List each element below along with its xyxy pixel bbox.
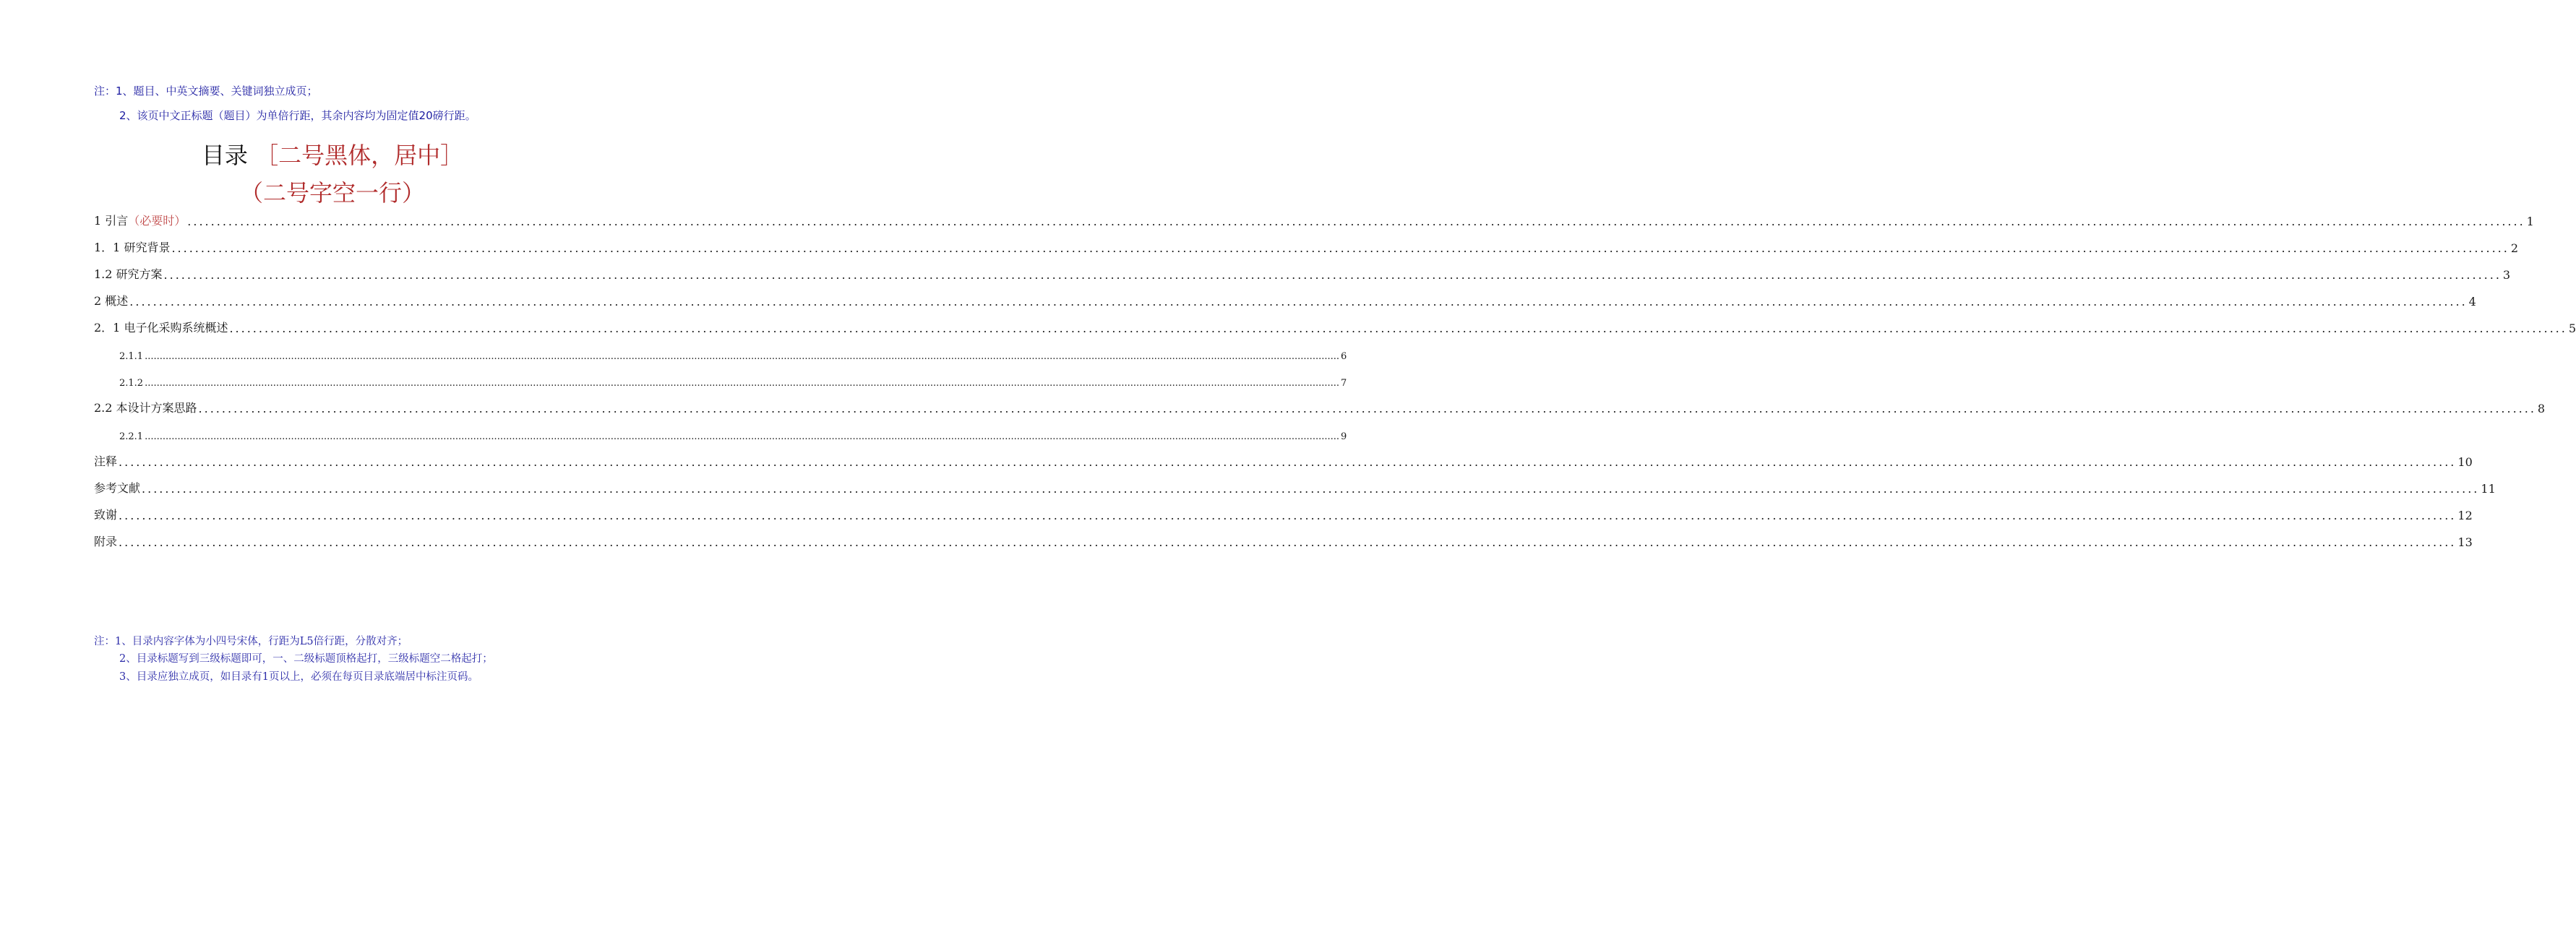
toc-entry-page-number: 2 <box>2510 241 2519 255</box>
toc-entry-label: 2．1 电子化采购系统概述 <box>94 321 228 335</box>
bottom-note-line-2: 2、目录标题写到三级标题即可，一、二级标题顶格起打，三级标题空二格起打； <box>119 653 493 665</box>
toc-entry <box>119 425 1347 442</box>
toc-entry-label: 2.2 本设计方案思路 <box>94 401 197 415</box>
top-note-line-2: 2、该页中文正标题（题目）为单倍行距，其余内容均为固定值20磅行距。 <box>119 109 476 122</box>
toc-entry-page-number: 3 <box>2502 268 2511 282</box>
bottom-note-line-3: 3、目录应独立成页，如目录有1页以上，必须在每页目录底端居中标注页码。 <box>119 671 478 683</box>
toc-title <box>0 137 665 171</box>
toc-entry <box>94 264 2511 282</box>
toc-dot-leader: ................................................................................................................................................................................................................................................................................................................................................................................................................ <box>129 295 2468 309</box>
toc-entry-label: 2.1.2 <box>119 378 144 389</box>
toc-dot-leader: ................................................................................................................................................................................................................................................................................................................................................................................................................ <box>145 351 1340 362</box>
toc-dot-leader: ................................................................................................................................................................................................................................................................................................................................................................................................................ <box>229 322 2567 335</box>
toc-dot-leader: ................................................................................................................................................................................................................................................................................................................................................................................................................ <box>119 509 2457 522</box>
toc-entry <box>94 452 2473 469</box>
toc-dot-leader: ................................................................................................................................................................................................................................................................................................................................................................................................................ <box>187 215 2525 228</box>
toc-entry-page-number: 10 <box>2457 455 2473 469</box>
toc-entry-label: 2.1.1 <box>119 351 144 362</box>
toc-entry-label: 附录 <box>94 535 118 548</box>
toc-entry-page-number: 9 <box>1341 431 1347 442</box>
toc-entry <box>94 291 2476 309</box>
toc-entry-label: 1 引言 <box>94 214 129 228</box>
toc-entry <box>119 371 1347 389</box>
toc-entry-label: 1．1 研究背景 <box>94 241 171 254</box>
toc-entry-label: 2.2.1 <box>119 431 144 442</box>
toc-entry-label: 注释 <box>94 454 118 468</box>
toc-entry-label: 2 概述 <box>94 294 129 308</box>
toc-entry <box>94 211 2534 228</box>
toc-entry-hint: （必要时） <box>128 214 186 228</box>
toc-entry-page-number: 1 <box>2526 215 2534 228</box>
toc-entry <box>94 532 2473 549</box>
toc-entry-page-number: 8 <box>2537 402 2546 415</box>
bottom-note-line-1: 注：1、目录内容字体为小四号宋体，行距为L5倍行距，分散对齐； <box>94 636 408 647</box>
toc-entry-page-number: 5 <box>2568 322 2576 335</box>
top-note-line-1: 注：1、题目、中英文摘要、关键词独立成页； <box>94 85 318 98</box>
toc-entry <box>94 505 2473 522</box>
toc-entry-page-number: 11 <box>2481 482 2496 496</box>
toc-dot-leader: ................................................................................................................................................................................................................................................................................................................................................................................................................ <box>163 268 2502 282</box>
toc-entry-page-number: 6 <box>1341 351 1347 362</box>
toc-dot-leader: ................................................................................................................................................................................................................................................................................................................................................................................................................ <box>145 431 1340 442</box>
toc-entry <box>94 478 2496 496</box>
toc-entry <box>94 238 2519 255</box>
toc-title-spacing-note: （二号字空一行） <box>239 179 425 207</box>
toc-title-format-note: ［二号黑体，居中］ <box>255 142 464 169</box>
toc-entry-page-number: 12 <box>2457 509 2473 522</box>
toc-title-text: 目录 <box>201 142 248 169</box>
toc-entry-label: 致谢 <box>94 508 118 522</box>
toc-entry-page-number: 13 <box>2457 535 2473 549</box>
toc-entry <box>94 318 2576 335</box>
toc-entry-page-number: 7 <box>1341 378 1347 389</box>
toc-entry <box>94 398 2546 415</box>
toc-entry-label: 1.2 研究方案 <box>94 267 163 281</box>
toc-dot-leader: ................................................................................................................................................................................................................................................................................................................................................................................................................ <box>142 482 2480 496</box>
toc-dot-leader: ................................................................................................................................................................................................................................................................................................................................................................................................................ <box>145 378 1340 389</box>
toc-dot-leader: ................................................................................................................................................................................................................................................................................................................................................................................................................ <box>171 241 2510 255</box>
toc-entry-label: 参考文献 <box>94 481 141 495</box>
toc-entry <box>119 345 1347 362</box>
toc-dot-leader: ................................................................................................................................................................................................................................................................................................................................................................................................................ <box>198 402 2536 415</box>
toc-dot-leader: ................................................................................................................................................................................................................................................................................................................................................................................................................ <box>119 535 2457 549</box>
toc-dot-leader: ................................................................................................................................................................................................................................................................................................................................................................................................................ <box>119 455 2457 469</box>
toc-entry-page-number: 4 <box>2468 295 2476 309</box>
